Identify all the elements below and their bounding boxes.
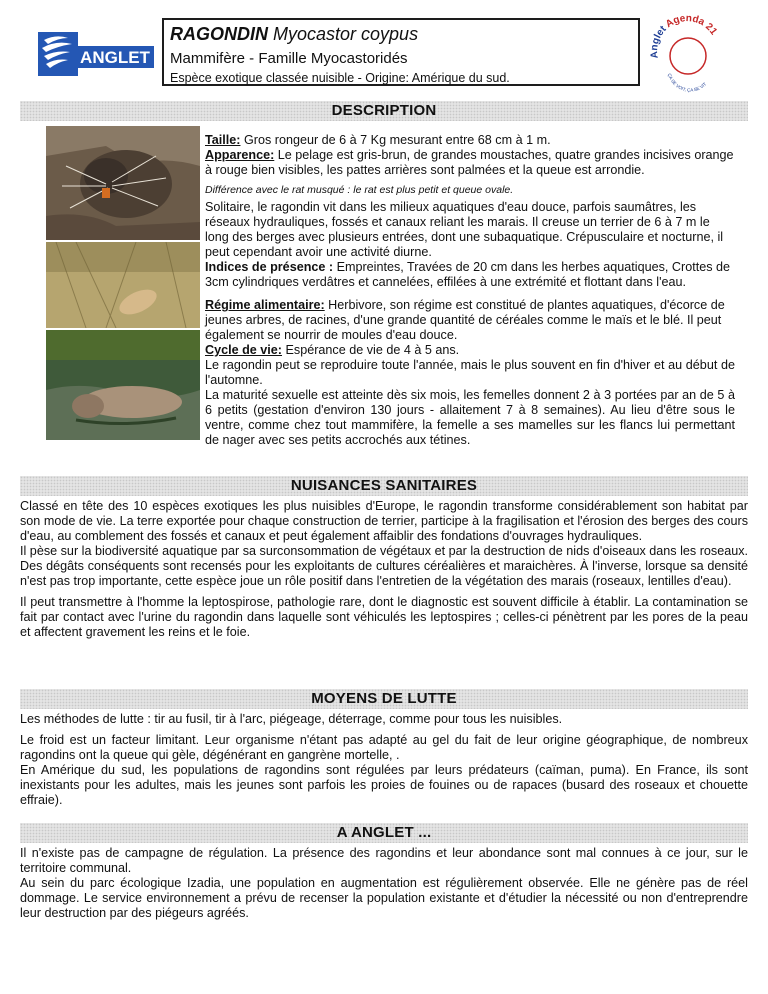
agenda-prefix: Anglet <box>649 23 669 59</box>
habitat-para: Solitaire, le ragondin vit dans les milieux aquatiques d'eau douce, parfois saumâtres, les réseaux hydrauliques, fossés et canaux reliant les marais. Il creuse un terrier de 6 à 7 m le long des berges avec plusieurs entrées, dont une subaquatique. Crépusculaire et nocturne, il peut cependant avoir une activité diurne. <box>205 200 724 259</box>
agenda21-logo <box>646 14 726 94</box>
cycle-para <box>205 343 735 358</box>
taille-text: Gros rongeur de 6 à 7 Kg mesurant entre 68 cm à 1 m. <box>240 133 551 147</box>
indices-text: Empreintes, Travées de 20 cm dans les herbes aquatiques, Crottes de 3cm cylindriques verdâtres et cannelées, effilées à une extrémité et flottant dans l'eau. <box>205 260 731 289</box>
section-anglet-bar <box>20 823 748 843</box>
moyens-para-3: En Amérique du sud, les populations de ragondins sont régulées par leurs prédateurs (caïman, puma). En France, ils sont inexistants pour les adultes, mais les jeunes sont parfois les proies de fouines ou de rapaces (busard des roseaux et chouette effraie). <box>20 763 748 807</box>
section-title-moyens: MOYENS DE LUTTE <box>311 690 457 707</box>
indices-label: Indices de présence : <box>205 260 334 274</box>
title-box <box>162 18 640 86</box>
nuisances-para-3: Il peut transmettre à l'homme la leptospirose, pathologie rare, dont le diagnostic est souvent difficile à établir. La contamination se fait par contact avec l'urine du ragondin dans laquelle sont véhiculés les leptospires ; celles-ci pénètrent par les pores de la peau et affectent gravement les reins et le foie. <box>20 595 748 639</box>
repro-para-1: Le ragondin peut se reproduire toute l'année, mais le plus souvent en fin d'hiver et au début de l'automne. <box>205 358 735 387</box>
apparence-text: Le pelage est gris-brun, de grandes moustaches, quatre grandes incisives orange à rouge bien visibles, les pattes arrières sont palmées et la queue est arrondie. <box>205 148 734 177</box>
section-title-anglet: A ANGLET ... <box>336 824 432 841</box>
section-moyens-bar <box>20 689 748 709</box>
nuisances-para-1: Classé en tête des 10 espèces exotiques les plus nuisibles d'Europe, le ragondin transforme considérablement son habitat par son mode de vie. La terre exportée pour chaque construction de terrier, participe à la fragilisation et l'érosion des berges des cours d'eau, au comblement des fossés et canaux et peut également affaiblir des fondations d'ouvrages hydrauliques. <box>20 499 748 543</box>
description-block <box>205 133 735 448</box>
anglet-logo <box>38 24 156 90</box>
section-title-nuisances: NUISANCES SANITAIRES <box>290 477 478 494</box>
agenda-slogan: ÇA SE VOIT, ÇA SE VIT <box>666 72 708 93</box>
moyens-block <box>20 712 748 808</box>
photo-ragondin-underwater <box>46 242 200 328</box>
repro-para-2: La maturité sexuelle est atteinte dès six mois, les femelles donnent 2 à 3 portées par an de 5 à 6 petits (gestation d'environ 130 jours - allaitement 7 à 8 semaines). Au lieu d'être sous le ventre, comme chez tout mammifère, la femelle a ses mamelles sur les flancs lui permettant de nager avec ses petits accrochés aux tétines. <box>205 388 735 447</box>
photo-ragondin-close <box>46 126 200 240</box>
svg-text:Anglet Agenda 21 <box>649 14 719 59</box>
anglet-block <box>20 846 748 921</box>
logo-text: ANGLET <box>80 48 150 67</box>
anglet-para-1: Il n'existe pas de campagne de régulation. La présence des ragondins et leur abondance sont mal connues à ce jour, sur le territoire communal. <box>20 846 748 875</box>
svg-text:ÇA SE VOIT, ÇA SE VIT <box>667 73 708 93</box>
cycle-label: Cycle de vie: <box>205 343 283 357</box>
anglet-para-2: Au sein du parc écologique Izadia, une population en augmentation est régulièrement observée. Elle ne génère pas de réel dommage. Le service environnement a prévu de recenser la population existante et d'étudier la nécessité ou non d'entreprendre leur destruction par des piégeurs agréés. <box>20 876 748 920</box>
regime-text: Herbivore, son régime est constitué de plantes aquatiques, d'écorce de jeunes arbres, de racines, d'une grande quantité de céréales comme le maïs et le blé. Il peut également se nourrir de moules d'eau douce. <box>205 298 725 342</box>
difference-note: Différence avec le rat musqué : le rat est plus petit et queue ovale. <box>205 184 514 196</box>
species-name: RAGONDIN <box>170 24 268 44</box>
species-status: Espèce exotique classée nuisible - Origine: Amérique du sud. <box>170 71 510 85</box>
photo-ragondin-swimming <box>46 330 200 440</box>
section-description-bar <box>20 101 748 121</box>
taille-label: Taille: <box>205 133 241 147</box>
apparence-para <box>205 148 735 178</box>
agenda-text: Agenda 21 <box>663 14 719 38</box>
indices-para <box>205 260 735 290</box>
species-title <box>170 24 418 45</box>
apparence-label: Apparence: <box>205 148 275 162</box>
moyens-para-2: Le froid est un facteur limitant. Leur organisme n'étant pas adapté au gel du fait de leur origine géographique, de nombreux ragondins ont la queue qui gèle, dégénérant en gangrène mortelle, . <box>20 733 748 762</box>
classification: Mammifère - Famille Myocastoridés <box>170 50 408 67</box>
section-nuisances-bar <box>20 476 748 496</box>
nuisances-para-2: Il pèse sur la biodiversité aquatique par sa surconsommation de végétaux et par la destruction de nids d'oiseaux dans les roseaux. Des dégâts conséquents sont recensés pour les exploitants de cultures céréalières et maraichères. À l'inverse, lorsque sa densité n'est pas trop importante, cette espèce joue un rôle positif dans l'entretien de la végétation des marais (roseaux, lentilles d'eau). <box>20 544 748 588</box>
species-latin: Myocastor coypus <box>273 24 419 44</box>
regime-para <box>205 298 735 343</box>
cycle-text: Espérance de vie de 4 à 5 ans. <box>282 343 460 357</box>
regime-label: Régime alimentaire: <box>205 298 325 312</box>
section-title-description: DESCRIPTION <box>331 102 437 119</box>
nuisances-block <box>20 499 748 640</box>
taille-para <box>205 133 735 148</box>
moyens-para-1: Les méthodes de lutte : tir au fusil, tir à l'arc, piégeage, déterrage, comme pour tous les nuisibles. <box>20 712 563 726</box>
